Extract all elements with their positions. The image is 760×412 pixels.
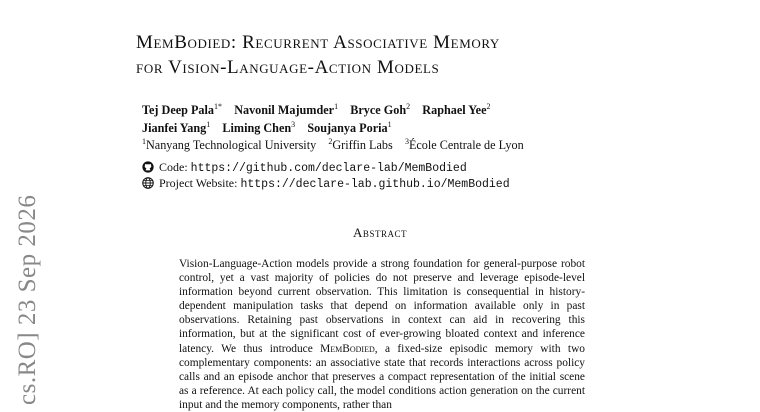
author-sup: 1 xyxy=(387,119,392,129)
abstract-heading: Abstract xyxy=(353,225,407,240)
github-icon xyxy=(142,161,154,173)
website-label: Project Website: xyxy=(159,176,238,190)
arxiv-stamp: cs.RO] 23 Sep 2026 xyxy=(14,194,41,405)
title-line-1: MemBodied: Recurrent Associative Memory xyxy=(136,32,500,53)
author-sup: 1 xyxy=(206,119,211,129)
affiliation-sup: 1 xyxy=(142,137,146,147)
author-sup: 2 xyxy=(406,102,411,111)
author-name: Bryce Goh xyxy=(350,103,407,118)
globe-icon xyxy=(142,177,154,189)
author-sup: 1* xyxy=(214,102,222,111)
website-url-link[interactable]: https://declare-lab.github.io/MemBodied xyxy=(240,178,510,191)
code-label: Code: xyxy=(159,160,188,174)
author-sup: 2 xyxy=(486,102,491,111)
abstract-body xyxy=(179,257,585,412)
author-row-2 xyxy=(142,118,524,136)
author-name: Tej Deep Pala xyxy=(142,103,214,118)
author-name: Raphael Yee xyxy=(422,103,487,118)
code-url-link[interactable]: https://github.com/declare-lab/MemBodied xyxy=(190,162,467,175)
affiliation-sup: 3 xyxy=(404,137,409,147)
abstract-text-2: , a fixed-size episodic memory with two complementary components: an associative state that records interactions across policy calls and an episode anchor that preserves a compact representation of the initial scene as a reference. At each policy call, the model conditions action generation on the current input and the memory components, rather than xyxy=(179,342,585,411)
links-block xyxy=(142,160,510,192)
author-sup: 1 xyxy=(334,102,339,111)
author-block xyxy=(142,100,524,153)
author-name: Liming Chen xyxy=(222,120,292,135)
affiliation-name: Nanyang Technological University xyxy=(146,138,317,153)
author-row-1 xyxy=(142,100,524,118)
affiliation-name: Griffin Labs xyxy=(332,138,393,153)
author-sup: 3 xyxy=(291,119,296,129)
title-line-2: for Vision-Language-Action Models xyxy=(136,57,440,78)
code-link-row xyxy=(142,160,510,176)
author-name: Jianfei Yang xyxy=(142,120,207,135)
abstract-text-1: Vision-Language-Action models provide a strong foundation for general-purpose robot control, yet a vast majority of policies do not preserve and leverage episode-level information beyond current observation. This limitation is consequential in history-dependent manipulation tasks that depend on information available only in past observations. Retaining past observations in context can aid in recovering this information, but at the significant cost of ever-growing bloated context and inference latency. We thus introduce xyxy=(179,258,585,355)
affiliation-sup: 2 xyxy=(328,137,333,147)
affiliation-row xyxy=(142,135,524,153)
website-link-row xyxy=(142,176,510,192)
affiliation-name: École Centrale de Lyon xyxy=(408,138,524,153)
abstract-method-name: MemBodied xyxy=(320,342,375,355)
author-name: Navonil Majumder xyxy=(234,103,335,118)
author-name: Soujanya Poria xyxy=(307,120,388,135)
